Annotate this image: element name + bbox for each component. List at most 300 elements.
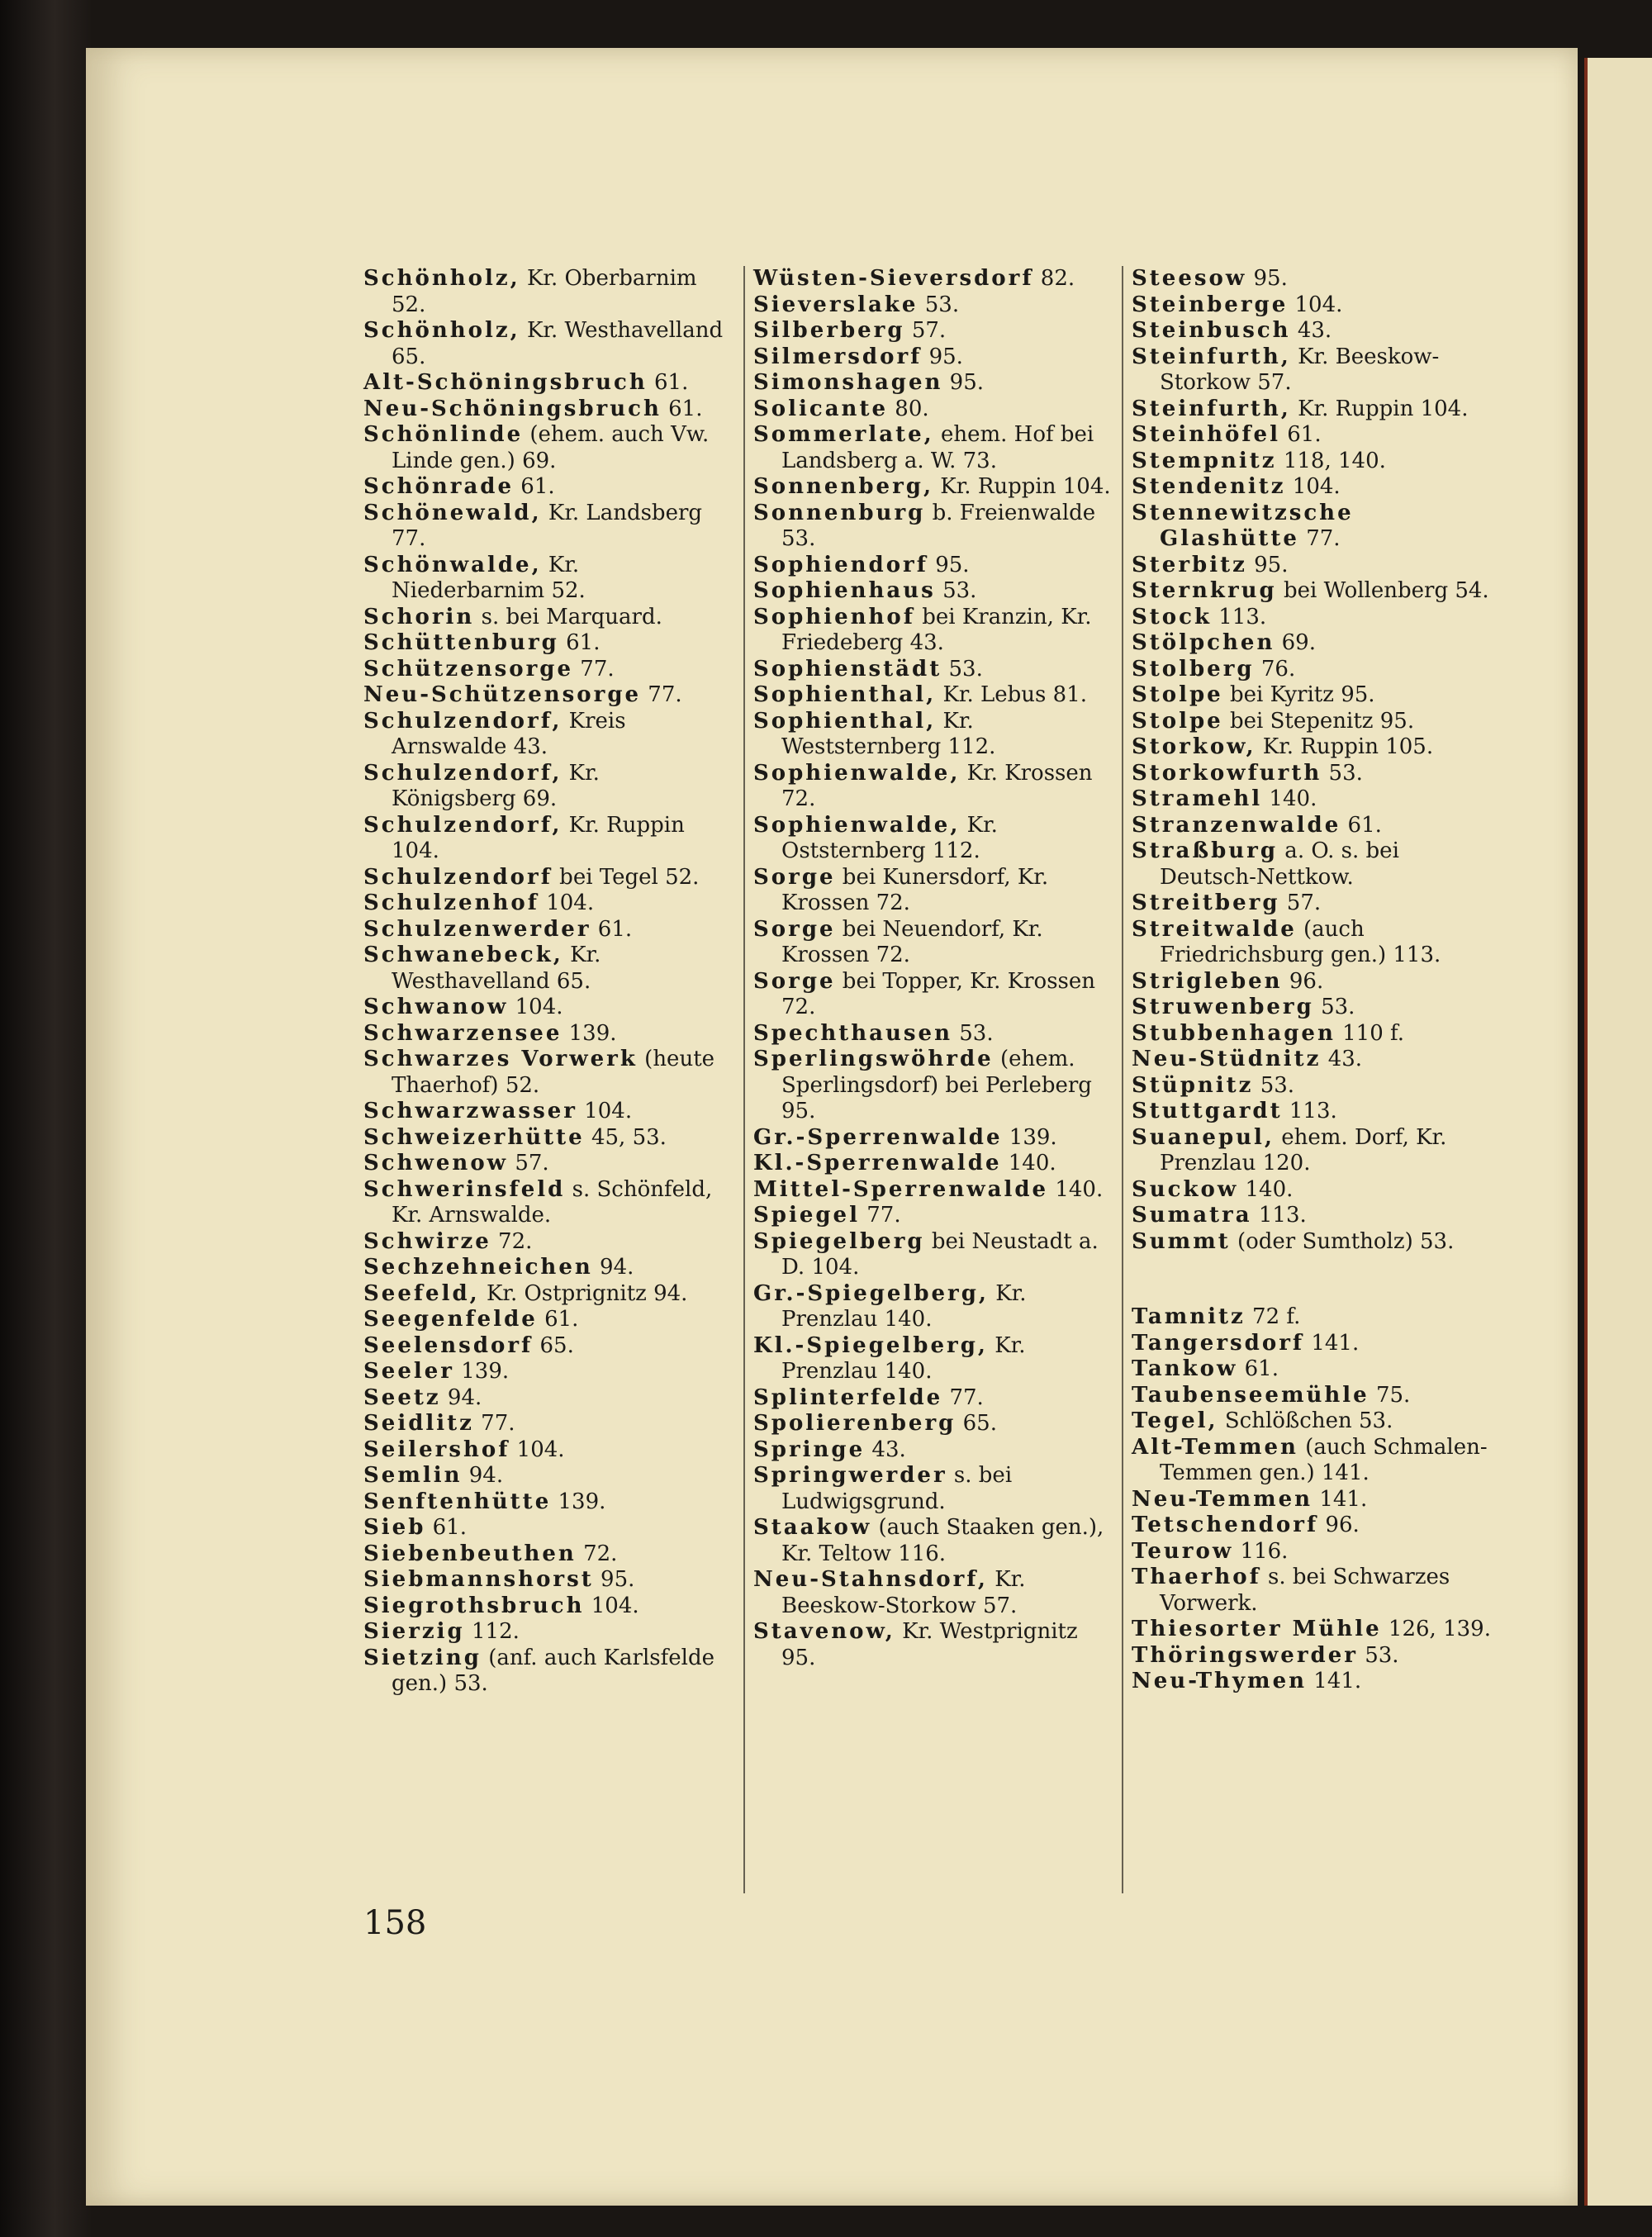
entry-name: Alt-Schöningsbruch bbox=[363, 370, 648, 395]
entry-name: Thöringswerder bbox=[1132, 1642, 1358, 1668]
entry-reference: s. bei Marquard. bbox=[474, 604, 662, 629]
index-entry bbox=[1132, 682, 1495, 709]
entry-name: Streitberg bbox=[1132, 891, 1280, 915]
index-entry bbox=[363, 1099, 727, 1125]
entry-reference: 61. bbox=[1341, 812, 1382, 838]
entry-name: Schönholz, bbox=[363, 318, 520, 343]
index-entry bbox=[1132, 1229, 1495, 1256]
index-entry bbox=[1132, 1356, 1495, 1383]
entry-name: Springe bbox=[753, 1437, 866, 1462]
entry-name: Sophienhof bbox=[753, 604, 915, 629]
entry-name: Seidlitz bbox=[363, 1411, 474, 1436]
index-entry bbox=[753, 1333, 1117, 1385]
entry-reference: 104. bbox=[1285, 474, 1341, 499]
index-entry bbox=[753, 1021, 1117, 1047]
entry-reference: 113. bbox=[1251, 1203, 1307, 1228]
entry-name: Schützensorge bbox=[363, 656, 574, 682]
entry-reference: (ehem. auch Vw. Linde gen.) 69. bbox=[392, 422, 710, 473]
entry-name: Gr.-Spiegelberg, bbox=[753, 1280, 989, 1306]
entry-reference: 77. bbox=[641, 682, 682, 707]
entry-name: Sonnenburg bbox=[753, 500, 926, 525]
entry-reference: ehem. Hof bei Landsberg a. W. 73. bbox=[781, 422, 1094, 473]
index-entry bbox=[1132, 657, 1495, 683]
entry-name: Sumatra bbox=[1132, 1203, 1252, 1228]
index-entry bbox=[753, 422, 1117, 474]
entry-name: Schulzenhof bbox=[363, 891, 539, 915]
entry-name: Seefeld, bbox=[363, 1280, 480, 1306]
index-entry bbox=[363, 501, 727, 553]
index-entry bbox=[753, 266, 1117, 292]
index-entry bbox=[753, 605, 1117, 657]
entry-reference: s. bei Schwarzes Vorwerk. bbox=[1160, 1565, 1450, 1616]
entry-name: Spiegelberg bbox=[753, 1228, 925, 1254]
entry-reference: 72. bbox=[491, 1228, 533, 1254]
entry-name: Sophienthal, bbox=[753, 708, 937, 734]
entry-reference: bei Wollenberg 54. bbox=[1276, 578, 1489, 603]
index-entry bbox=[753, 1437, 1117, 1464]
entry-name: Tamnitz bbox=[1132, 1304, 1246, 1329]
index-entry bbox=[363, 1463, 727, 1489]
entry-name: Schulzendorf, bbox=[363, 760, 563, 786]
index-entry bbox=[1132, 344, 1495, 397]
entry-name: Silmersdorf bbox=[753, 344, 923, 369]
index-entry bbox=[363, 709, 727, 761]
entry-reference: 82. bbox=[1033, 266, 1075, 291]
entry-reference: 61. bbox=[1237, 1356, 1279, 1381]
entry-name: Neu-Stahnsdorf, bbox=[753, 1567, 988, 1592]
entry-reference: Kr. Ruppin 104. bbox=[1290, 396, 1469, 421]
entry-name: Streitwalde bbox=[1132, 916, 1297, 942]
entry-name: Siebenbeuthen bbox=[363, 1541, 577, 1566]
index-entry bbox=[753, 578, 1117, 605]
index-entry bbox=[753, 1463, 1117, 1515]
entry-reference: 80. bbox=[888, 396, 929, 421]
index-entry bbox=[363, 1385, 727, 1412]
index-entry bbox=[363, 1177, 727, 1229]
entry-name: Sorge bbox=[753, 864, 836, 890]
index-entry bbox=[753, 370, 1117, 397]
entry-reference: Kr. Niederbarnim 52. bbox=[392, 552, 586, 603]
entry-reference: 61. bbox=[514, 474, 555, 499]
index-entry bbox=[1132, 1435, 1495, 1487]
index-entry bbox=[363, 1021, 727, 1047]
entry-reference: 104. bbox=[577, 1099, 633, 1123]
page-number: 158 bbox=[363, 1904, 427, 1942]
entry-name: Storkow, bbox=[1132, 734, 1256, 759]
entry-reference: 61. bbox=[661, 396, 703, 421]
index-entry bbox=[753, 553, 1117, 579]
entry-reference: Kr. Prenzlau 140. bbox=[781, 1280, 1027, 1332]
entry-name: Schwarzensee bbox=[363, 1020, 563, 1046]
entry-reference: (auch Staaken gen.), Kr. Teltow 116. bbox=[781, 1515, 1104, 1566]
index-entry bbox=[753, 397, 1117, 423]
index-entry bbox=[1132, 605, 1495, 631]
entry-reference: ehem. Dorf, Kr. Prenzlau 120. bbox=[1160, 1124, 1447, 1175]
entry-name: Struwenberg bbox=[1132, 995, 1314, 1019]
index-entry bbox=[363, 917, 727, 943]
entry-name: Stendenitz bbox=[1132, 474, 1286, 499]
entry-name: Semlin bbox=[363, 1463, 463, 1488]
entry-name: Siebmannshorst bbox=[363, 1567, 594, 1592]
entry-reference: 96. bbox=[1318, 1513, 1360, 1537]
index-entry bbox=[1132, 1487, 1495, 1513]
entry-reference: 141. bbox=[1304, 1330, 1360, 1356]
index-entry bbox=[753, 917, 1117, 969]
entry-name: Steinfurth, bbox=[1132, 396, 1291, 421]
entry-reference: 77. bbox=[1298, 526, 1341, 551]
entry-reference: 112. bbox=[464, 1619, 520, 1644]
entry-reference: bei Neustadt a. D. 104. bbox=[781, 1228, 1099, 1280]
entry-name: Mittel-Sperrenwalde bbox=[753, 1176, 1049, 1202]
entry-name: Spechthausen bbox=[753, 1020, 952, 1046]
entry-reference: 104. bbox=[539, 891, 595, 915]
entry-reference: 140. bbox=[1262, 786, 1317, 811]
index-entry bbox=[1132, 553, 1495, 579]
entry-reference: Kr. Ruppin 104. bbox=[392, 812, 685, 863]
index-entry bbox=[363, 1359, 727, 1385]
entry-reference: 96. bbox=[1282, 968, 1324, 994]
entry-reference: 77. bbox=[573, 656, 615, 682]
entry-reference: 53. bbox=[1313, 995, 1355, 1019]
entry-name: Schwerinsfeld bbox=[363, 1176, 566, 1202]
column-divider bbox=[1122, 266, 1123, 1893]
entry-reference: 95. bbox=[942, 370, 985, 395]
index-entry bbox=[1132, 449, 1495, 475]
entry-name: Stölpchen bbox=[1132, 630, 1275, 655]
entry-reference: Kr. Weststernberg 112. bbox=[781, 708, 996, 759]
index-entry bbox=[753, 1619, 1117, 1671]
entry-name: Schönwalde, bbox=[363, 552, 542, 577]
index-entry bbox=[1132, 1383, 1495, 1409]
index-entry bbox=[1132, 917, 1495, 969]
entry-name: Schulzenwerder bbox=[363, 916, 591, 942]
entry-reference: 95. bbox=[593, 1567, 635, 1592]
entry-name: Schulzendorf, bbox=[363, 708, 563, 734]
entry-name: Suanepul, bbox=[1132, 1124, 1275, 1150]
index-entry bbox=[1132, 1021, 1495, 1047]
entry-name: Simonshagen bbox=[753, 370, 943, 395]
entry-reference: 139. bbox=[562, 1020, 617, 1046]
index-entry bbox=[1132, 995, 1495, 1021]
index-entry bbox=[753, 1125, 1117, 1152]
entry-name: Strigleben bbox=[1132, 968, 1283, 994]
entry-reference: 110 f. bbox=[1335, 1020, 1404, 1046]
entry-reference: s. bei Ludwigsgrund. bbox=[781, 1463, 1013, 1514]
index-column-1 bbox=[363, 266, 727, 1698]
index-entry bbox=[363, 1125, 727, 1152]
index-entry bbox=[363, 1333, 727, 1360]
entry-name: Kl.-Spiegelberg, bbox=[753, 1332, 988, 1358]
entry-name: Staakow bbox=[753, 1515, 872, 1540]
index-entry bbox=[363, 1567, 727, 1593]
entry-reference: 139. bbox=[453, 1359, 510, 1384]
entry-name: Schwarzes Vorwerk bbox=[363, 1047, 638, 1071]
index-entry bbox=[1132, 422, 1495, 449]
index-entry bbox=[753, 1385, 1117, 1412]
entry-name: Tegel, bbox=[1132, 1408, 1218, 1433]
entry-reference: 61. bbox=[425, 1515, 467, 1540]
entry-name: Kl.-Sperrenwalde bbox=[753, 1151, 1002, 1175]
index-entry bbox=[753, 1411, 1117, 1437]
entry-reference: Kr. Ruppin 104. bbox=[933, 474, 1111, 499]
entry-reference: Kr. Oberbarnim 52. bbox=[392, 266, 697, 317]
entry-name: Stolberg bbox=[1132, 656, 1255, 682]
index-entry bbox=[363, 995, 727, 1021]
entry-name: Sonnenberg, bbox=[753, 474, 934, 499]
index-column-2 bbox=[753, 266, 1117, 1671]
entry-name: Siegrothsbruch bbox=[363, 1593, 585, 1618]
entry-name: Sophienhaus bbox=[753, 578, 936, 603]
index-entry bbox=[753, 1177, 1117, 1204]
entry-reference: Kreis Arnswalde 43. bbox=[392, 708, 626, 759]
entry-reference: 140. bbox=[1001, 1151, 1056, 1175]
entry-reference: 141. bbox=[1313, 1486, 1368, 1512]
entry-reference: Kr. Prenzlau 140. bbox=[781, 1332, 1026, 1384]
entry-reference: 53. bbox=[918, 292, 960, 317]
entry-name: Stavenow, bbox=[753, 1619, 895, 1644]
entry-name: Seelensdorf bbox=[363, 1332, 534, 1358]
entry-name: Sperlingswöhrde bbox=[753, 1047, 994, 1071]
index-entry bbox=[1132, 474, 1495, 501]
index-entry bbox=[1132, 578, 1495, 605]
entry-reference: 57. bbox=[508, 1151, 549, 1175]
entry-name: Sophienstädt bbox=[753, 656, 942, 682]
index-entry bbox=[363, 1437, 727, 1464]
entry-name: Schulzendorf bbox=[363, 864, 553, 890]
entry-reference: Schlößchen 53. bbox=[1218, 1408, 1393, 1433]
entry-name: Sierzig bbox=[363, 1619, 465, 1644]
entry-name: Senftenhütte bbox=[363, 1489, 552, 1514]
entry-reference: Kr. Krossen 72. bbox=[781, 760, 1093, 811]
index-entry bbox=[1132, 292, 1495, 319]
entry-reference: 76. bbox=[1254, 656, 1296, 682]
index-entry bbox=[363, 865, 727, 891]
entry-name: Sophiendorf bbox=[753, 552, 928, 577]
entry-reference: 104. bbox=[510, 1437, 565, 1462]
entry-reference: 140. bbox=[1238, 1176, 1294, 1202]
entry-name: Stock bbox=[1132, 604, 1212, 629]
entry-name: Steinbusch bbox=[1132, 318, 1291, 343]
entry-name: Stubbenhagen bbox=[1132, 1020, 1336, 1046]
index-entry bbox=[753, 865, 1117, 917]
index-entry bbox=[1132, 630, 1495, 657]
index-entry bbox=[1132, 501, 1495, 553]
index-entry bbox=[1132, 1099, 1495, 1125]
entry-name: Schwirze bbox=[363, 1228, 491, 1254]
entry-reference: 53. bbox=[1357, 1642, 1399, 1668]
index-entry bbox=[753, 761, 1117, 813]
index-entry bbox=[363, 1541, 727, 1568]
entry-reference: (auch Friedrichsburg gen.) 113. bbox=[1160, 916, 1441, 967]
entry-reference: Kr. Westprignitz 95. bbox=[781, 1619, 1078, 1670]
entry-reference: 65. bbox=[533, 1332, 574, 1358]
entry-name: Straßburg bbox=[1132, 838, 1279, 863]
index-entry bbox=[1132, 734, 1495, 761]
index-entry bbox=[363, 682, 727, 709]
index-entry bbox=[1132, 1177, 1495, 1204]
index-entry bbox=[753, 1567, 1117, 1619]
entry-reference: 104. bbox=[508, 995, 563, 1019]
index-entry bbox=[1132, 1669, 1495, 1695]
entry-name: Tetschendorf bbox=[1132, 1513, 1319, 1537]
entry-name: Steinberge bbox=[1132, 292, 1289, 317]
entry-name: Schorin bbox=[363, 604, 475, 629]
index-entry bbox=[363, 422, 727, 474]
entry-name: Stempnitz bbox=[1132, 448, 1277, 473]
entry-name: Schwarzwasser bbox=[363, 1099, 577, 1123]
entry-reference: 95. bbox=[928, 552, 970, 577]
index-entry bbox=[363, 1281, 727, 1308]
index-entry bbox=[1132, 786, 1495, 813]
entry-name: Neu-Schützensorge bbox=[363, 682, 642, 707]
entry-reference: 95. bbox=[1246, 266, 1288, 291]
adjacent-page-edge bbox=[1584, 58, 1652, 2206]
index-entry bbox=[363, 318, 727, 370]
entry-reference: bei Kunersdorf, Kr. Krossen 72. bbox=[781, 864, 1049, 915]
index-entry bbox=[1132, 1304, 1495, 1331]
entry-name: Tangersdorf bbox=[1132, 1330, 1305, 1356]
entry-reference: bei Kyritz 95. bbox=[1222, 682, 1375, 707]
index-entry bbox=[1132, 709, 1495, 735]
entry-reference: 113. bbox=[1211, 604, 1267, 629]
entry-name: Wüsten-Sieversdorf bbox=[753, 266, 1034, 291]
book-binding bbox=[0, 0, 91, 2237]
entry-name: Schönlinde bbox=[363, 422, 524, 447]
index-entry bbox=[1132, 1643, 1495, 1669]
index-entry bbox=[1132, 1408, 1495, 1435]
entry-name: Sorge bbox=[753, 968, 836, 994]
entry-name: Stuttgardt bbox=[1132, 1099, 1283, 1123]
entry-name: Schwanow bbox=[363, 995, 509, 1019]
index-entry bbox=[753, 1203, 1117, 1229]
index-entry bbox=[1132, 1617, 1495, 1643]
entry-name: Spiegel bbox=[753, 1203, 860, 1228]
entry-reference: 118, 140. bbox=[1276, 448, 1386, 473]
entry-name: Alt-Temmen bbox=[1132, 1434, 1298, 1460]
index-entry bbox=[363, 1151, 727, 1177]
index-entry bbox=[363, 553, 727, 605]
entry-reference: (heute Thaerhof) 52. bbox=[392, 1047, 715, 1098]
index-entry bbox=[363, 397, 727, 423]
index-entry bbox=[1132, 1047, 1495, 1073]
index-entry bbox=[753, 813, 1117, 865]
entry-name: Neu-Schöningsbruch bbox=[363, 396, 662, 421]
entry-name: Splinterfelde bbox=[753, 1384, 943, 1410]
index-entry bbox=[363, 891, 727, 917]
index-entry bbox=[363, 1593, 727, 1620]
index-entry bbox=[363, 1411, 727, 1437]
index-entry bbox=[1132, 813, 1495, 839]
index-entry bbox=[363, 630, 727, 657]
entry-reference: 77. bbox=[942, 1384, 984, 1410]
index-entry bbox=[363, 813, 727, 865]
entry-reference: a. O. s. bei Deutsch-Nettkow. bbox=[1160, 838, 1399, 890]
entry-name: Seilershof bbox=[363, 1437, 510, 1462]
entry-name: Stennewitzsche Glashütte bbox=[1132, 500, 1354, 551]
index-entry bbox=[1132, 397, 1495, 423]
index-entry bbox=[363, 474, 727, 501]
index-entry bbox=[753, 292, 1117, 319]
entry-reference: 77. bbox=[473, 1411, 515, 1436]
entry-reference: (ehem. Sperlingsdorf) bei Perleberg 95. bbox=[781, 1047, 1092, 1123]
entry-name: Teurow bbox=[1132, 1538, 1234, 1564]
entry-name: Sieverslake bbox=[753, 292, 919, 317]
index-entry bbox=[753, 1151, 1117, 1177]
entry-name: Sophienwalde, bbox=[753, 760, 961, 786]
entry-reference: Kr. Oststernberg 112. bbox=[781, 812, 998, 863]
entry-reference: 45, 53. bbox=[584, 1124, 667, 1150]
entry-reference: 75. bbox=[1369, 1382, 1411, 1408]
entry-name: Spolierenberg bbox=[753, 1411, 957, 1436]
index-entry bbox=[753, 344, 1117, 371]
entry-name: Solicante bbox=[753, 396, 889, 421]
index-entry bbox=[753, 709, 1117, 761]
entry-name: Sternkrug bbox=[1132, 578, 1277, 603]
entry-reference: Kr. Beeskow-Storkow 57. bbox=[781, 1567, 1026, 1618]
entry-reference: (oder Sumtholz) 53. bbox=[1230, 1228, 1455, 1254]
entry-name: Tankow bbox=[1132, 1356, 1238, 1381]
index-entry bbox=[363, 370, 727, 397]
entry-reference: 57. bbox=[904, 318, 947, 343]
entry-reference: (auch Schmalen-Temmen gen.) 141. bbox=[1160, 1434, 1488, 1485]
entry-name: Storkowfurth bbox=[1132, 760, 1322, 786]
index-entry bbox=[1132, 891, 1495, 917]
entry-name: Schwanebeck, bbox=[363, 943, 563, 967]
index-entry bbox=[1132, 761, 1495, 787]
entry-reference: bei Kranzin, Kr. Friedeberg 43. bbox=[781, 604, 1092, 655]
entry-reference: bei Stepenitz 95. bbox=[1222, 708, 1415, 734]
entry-reference: Kr. Westhavelland 65. bbox=[392, 943, 601, 994]
entry-name: Schüttenburg bbox=[363, 630, 559, 655]
index-entry bbox=[753, 969, 1117, 1021]
entry-reference: 43. bbox=[865, 1437, 906, 1462]
entry-name: Seeler bbox=[363, 1359, 454, 1384]
entry-reference: 94. bbox=[462, 1463, 504, 1488]
entry-reference: 57. bbox=[1279, 891, 1322, 915]
entry-reference: bei Tegel 52. bbox=[552, 864, 700, 890]
entry-reference: 65. bbox=[956, 1411, 997, 1436]
entry-reference: 77. bbox=[859, 1203, 901, 1228]
index-entry bbox=[1132, 1513, 1495, 1539]
entry-reference: 95. bbox=[1246, 552, 1289, 577]
entry-name: Neu-Temmen bbox=[1132, 1486, 1313, 1512]
entry-name: Stramehl bbox=[1132, 786, 1263, 811]
index-entry bbox=[1132, 1331, 1495, 1357]
entry-name: Seegenfelde bbox=[363, 1307, 538, 1332]
entry-reference: Kr. Königsberg 69. bbox=[392, 760, 600, 811]
entry-reference: 61. bbox=[537, 1307, 579, 1332]
entry-reference: 126, 139. bbox=[1381, 1617, 1491, 1641]
entry-reference: 61. bbox=[558, 630, 601, 655]
entry-name: Stolpe bbox=[1132, 682, 1223, 707]
entry-name: Sechzehneichen bbox=[363, 1255, 593, 1280]
entry-name: Steesow bbox=[1132, 266, 1247, 291]
entry-reference: 61. bbox=[1279, 422, 1322, 447]
entry-name: Suckow bbox=[1132, 1176, 1239, 1202]
index-entry bbox=[363, 1307, 727, 1333]
index-entry bbox=[1132, 969, 1495, 995]
index-entry bbox=[1132, 266, 1495, 292]
entry-name: Taubenseemühle bbox=[1132, 1382, 1370, 1408]
entry-reference: bei Topper, Kr. Krossen 72. bbox=[781, 968, 1096, 1019]
entry-name: Schönewald, bbox=[363, 500, 542, 525]
entry-name: Sommerlate, bbox=[753, 422, 934, 447]
entry-reference: (anf. auch Karlsfelde gen.) 53. bbox=[392, 1645, 715, 1696]
entry-name: Stranzenwalde bbox=[1132, 812, 1341, 838]
entry-name: Neu-Thymen bbox=[1132, 1669, 1308, 1693]
entry-name: Stüpnitz bbox=[1132, 1072, 1254, 1098]
entry-name: Seetz bbox=[363, 1384, 441, 1410]
